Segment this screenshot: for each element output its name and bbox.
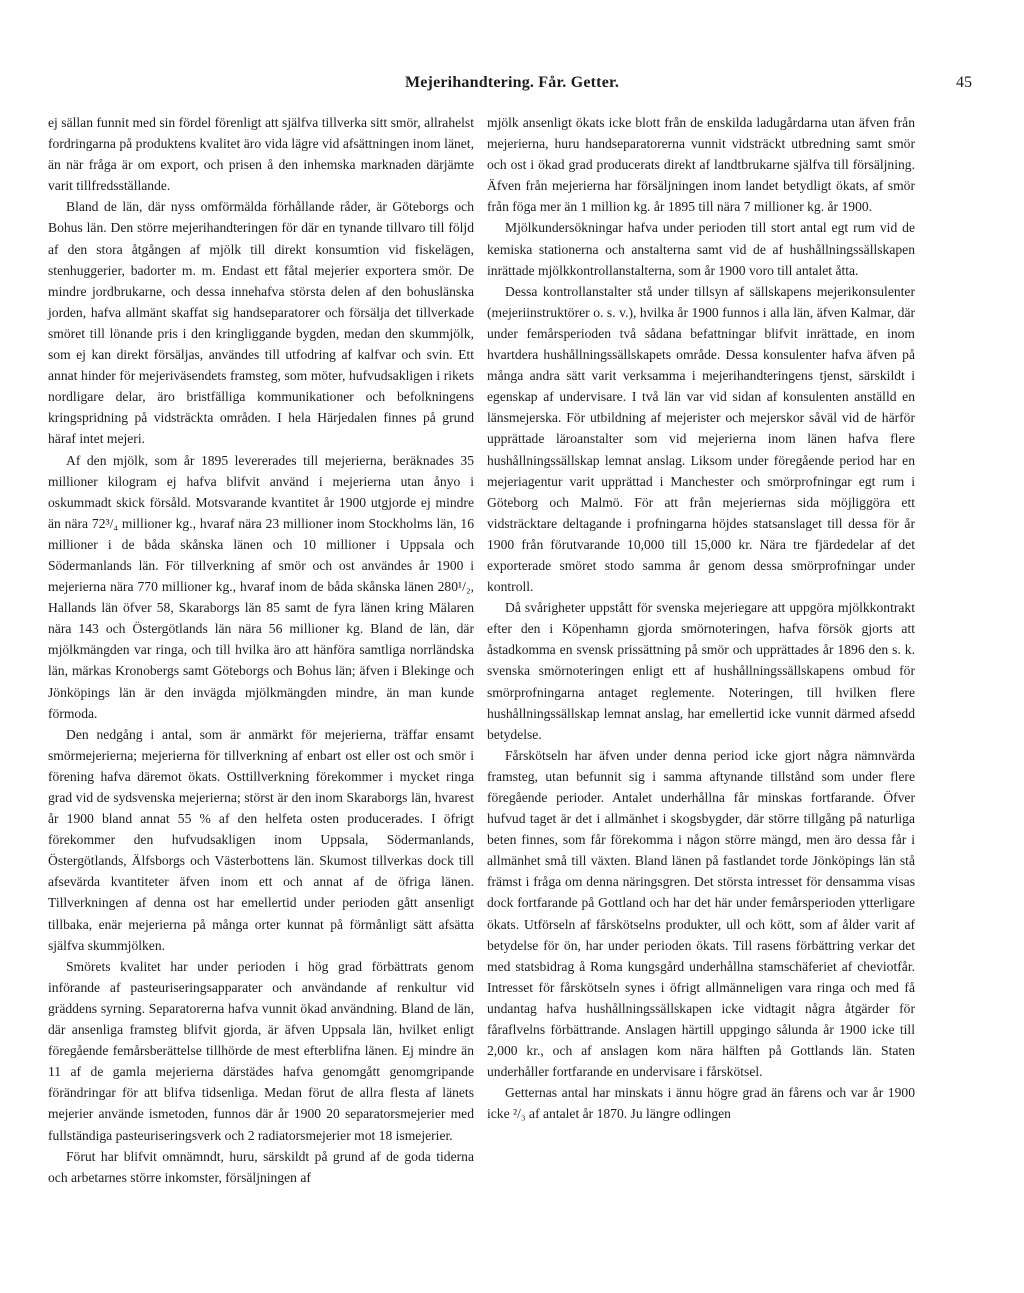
paragraph: ej sällan funnit med sin fördel förenligt att själfva tillverka sitt smör, allrahelst fordringarna på produktens kvalitet äro vida lägre vid afsättningen inom länet, än när fråga är om export, och prisen å den inhemska marknaden därjämte varit tillfredsställande. [48, 115, 474, 194]
running-title: Mejerihandtering. Får. Getter. [404, 74, 620, 91]
paragraph: Bland de län, där nyss omförmälda förhållande råder, är Göteborgs och Bohus län. Den större mejerihandteringen för där en tynande tillvaro till följd af den stora åtgången af mjölk till direkt konsumtion vid fiskelägen, stenhuggerier, badorter m. m. Endast ett fåtal mejerier exportera smör. De mindre jordbrukarne, och dessa innehafva största delen af den bohuslänska jorden, hafva allmänt skaffat sig handseparatorer och försälja det tillverkade smöret till lönande pris i den kringliggande bygden, medan den skummjölk, som ej kan direkt försäljas, användes till utfodring af kalfvar och svin. Ett annat hinder för mejeriväsendets framsteg, som möter, hufvudsakligen i rikets nordligare delar, äro bristfälliga kommunikationer och befolkningens kringspridning på vidsträckta områden. I hela Härjedalen finnes på grund häraf intet mejeri. [48, 199, 474, 447]
paragraph: Af den mjölk, som år 1895 levererades till mejerierna, beräknades 35 millioner kilogram ej hafva blifvit använd i mejerierna utan ånyo i oskummadt skick försåld. Motsvarande kvantitet år 1900 utgjorde ej mindre än nära 72³/₄ millioner kg., hvaraf nära 23 millioner inom Stockholms län, 16 millioner i de båda skånska länen och 10 millioner i Uppsala och Södermanlands län. För tillverkning af smör och ost användes år 1900 i mejerierna nära 770 millioner kg., hvaraf inom de båda skånska länen 280¹/₂, Hallands län öfver 58, Skaraborgs län 85 samt de fyra länen kring Mälaren nära 143 och Östergötlands län nära 56 millioner kg. Bland de län, där mjölkmängden var ringa, och till hvilka äro att hänföra samtliga norrländska län, märkas Kronobergs samt Göteborgs och Bohus län; äfven i Blekinge och Jönköpings län är den invägda mjölkmängden mindre, än man kunde förmoda. [48, 452, 474, 721]
paragraph: Den nedgång i antal, som är anmärkt för mejerierna, träffar ensamt smörmejerierna; mejerierna för tillverkning af enbart ost eller ost och smör i förening hafva däremot ökats. Osttillverkning förekommer i mycket ringa grad vid de sydsvenska mejerierna; störst är den inom Skaraborgs län, hvarest år 1900 bland annat 55 % af den helfeta osten producerades. I öfrigt förekommer den hufvudsakligen inom Uppsala, Södermanlands, Östergötlands, Älfsborgs och Västerbottens län. Skumost tillverkas dock till afsevärda kvantiteter äfven inom ett och annat af de öfriga länen. Tillverkningen af denna ost har emellertid under perioden gått ansenligt tillbaka, enär mejerierna på många orter kunnat på förmånligt sätt afsätta själfva skummjölken. [48, 726, 474, 953]
paragraph: Förut har blifvit omnämndt, huru, särskildt på grund af de goda tiderna och arbetarnes större inkomster, försäljningen af [48, 1148, 474, 1185]
left-text-column [48, 112, 474, 1188]
paragraph: Dessa kontrollanstalter stå under tillsyn af sällskapens mejerikonsulenter (mejeriinstruktörer o. s. v.), hvilka år 1900 funnos i alla län, äfven Kalmar, där under femårsperioden två sådana befattningar blifvit inrättade, en inom hvartdera hushållningssällskapets område. Dessa konsulenter hafva äfven på många andra sätt varit verksamma i mejerihandteringens tjenst, särskildt i egenskap af undervisare. I två län var vid sidan af konsulenten anställd en länsmejerska. För utbildning af mejerister och mejerskor såväl vid de härför upprättade läroanstalter som vid mejerierna inom länen hafva flere hushållningssällskap lemnat anslag. Liksom under föregående period har en mejeriagentur varit upprättad i Manchester och smörprofningar egt rum i Göteborg och Malmö. För att från mejeriernas sida möjliggöra ett vidsträcktare deltagande i profningarna höjdes statsanslaget till dessa för år 1900 från förutvarande 10,000 till 15,000 kr. Nära tre fjärdedelar af det exporterade smöret stodo samma år genom dessa smörprofningar under kontroll. [487, 283, 915, 595]
paragraph: Då svårigheter uppstått för svenska mejeriegare att uppgöra mjölkkontrakt efter den i Köpenhamn gjorda smörnoteringen, hafva försök gjorts att åstadkomma en svensk prissättning på smör och upprättades år 1896 den s. k. svenska smörnoteringen enligt ett af hushållningssällskapens ombud för smörprofningarna antaget reglemente. Noteringen, till hvilken flere hushållningssällskap lemnat anslag, har emellertid icke vunnit därmed afsedd betydelse. [487, 600, 915, 742]
paragraph: mjölk ansenligt ökats icke blott från de enskilda ladugårdarna utan äfven från mejerierna, huru handseparatorerna vunnit vidsträckt utbredning samt smör och ost i ökad grad producerats direkt af landtbrukarne själfva till försäljning. Äfven från mejerierna har försäljningen inom landet betydligt ökats, af smör från föga mer än 1 million kg. år 1895 till nära 7 millioner kg. år 1900. [487, 115, 915, 215]
paragraph: Getternas antal har minskats i ännu högre grad än fårens och var år 1900 icke ²/₃ af antalet år 1870. Ju längre odlingen [487, 1085, 915, 1122]
page-number: 45 [956, 74, 972, 91]
paragraph: Fårskötseln har äfven under denna period icke gjort några nämnvärda framsteg, utan befunnit sig i samma aftynande tillstånd som under flere föregående perioder. Antalet underhållna får minskas fortfarande. Öfver hufvud taget är det i allmänhet i skogsbygder, där större tillgång på naturliga beten finnes, som får förekomma i någon större mängd, men äro dessa får i allmänhet små till växten. Bland länen på fastlandet torde Jönköpings län stå främst i fråga om denna näringsgren. Det största intresset för densamma visas dock fortfarande på Gottland och har det här under femårsperioden ytterligare ökats. Utförseln af fårskötselns produkter, ull och kött, som af ålder varit af betydelse för ön, har under perioden ökats. Till rasens förbättring verkar det med statsbidrag å Roma kungsgård underhållna stamschäferiet af cheviotfår. Intresset för fårskötseln synes i öfrigt allmänneligen vara ringa och med få undantag hafva hushållningssällskapen icke vidtagit några åtgärder för fåraflvelns förbättrande. Anslagen härtill uppgingo sålunda år 1900 icke till 2,000 kr., och af anslagen kom nära hälften på Gottlands län. Staten underhåller fortfarande en undervisare i fårskötsel. [487, 747, 915, 1080]
paragraph: Mjölkundersökningar hafva under perioden till stort antal egt rum vid de kemiska stationerna och anstalterna samt vid de af hushållningssällskapen inrättade mjölkkontrollanstalterna, som år 1900 voro till antalet åtta. [487, 220, 915, 278]
page-header [48, 74, 976, 98]
right-text-column [487, 112, 915, 1125]
paragraph: Smörets kvalitet har under perioden i hög grad förbättrats genom införande af pasteuriseringsapparater och användande af renkultur vid gräddens syrning. Separatorerna hafva vunnit ökad användning. Bland de län, där ansenliga framsteg blifvit gjorda, är äfven Uppsala län, hvilket enligt föregående femårsberättelse tillhörde de mest efterblifna länen. Ej mindre än 11 af de gamla mejerierna därstädes hafva genomgått genomgripande förändringar för att blifva tidsenliga. Medan förut de allra flesta af länets mejerier använde ismetoden, funnos där år 1900 20 separatorsmejerier med fullständiga pasteuriseringsverk och 2 radiatorsmejerier mot 18 ismejerier. [48, 958, 474, 1143]
